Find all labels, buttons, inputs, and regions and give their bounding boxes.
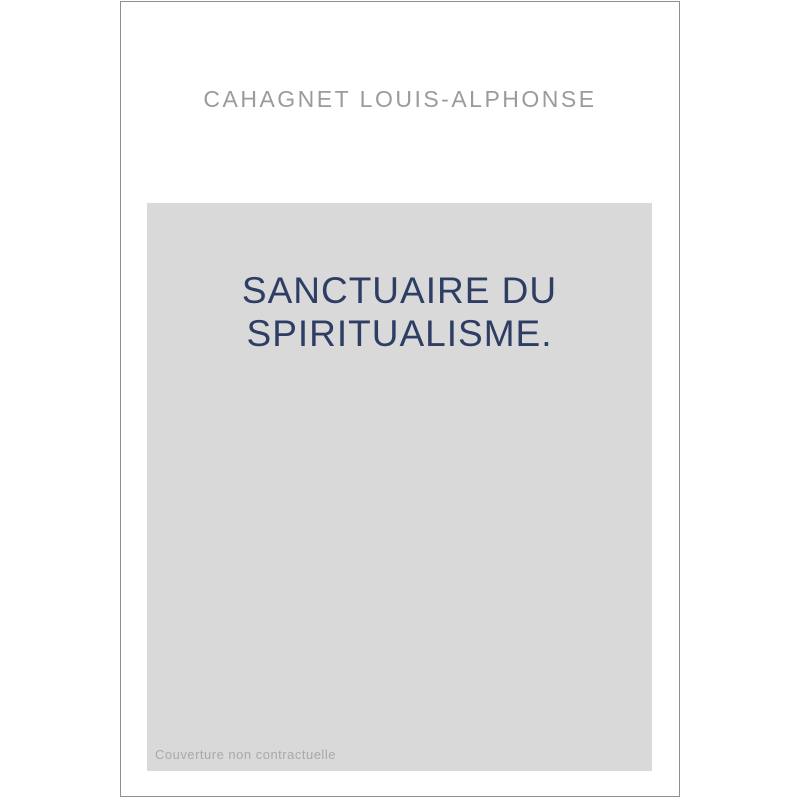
book-title: SANCTUAIRE DU SPIRITUALISME. xyxy=(241,270,558,354)
cover-placeholder xyxy=(147,203,652,771)
book-cover-page xyxy=(120,1,680,797)
cover-disclaimer: Couverture non contractuelle xyxy=(155,747,336,762)
author-name: CAHAGNET LOUIS-ALPHONSE xyxy=(203,86,597,112)
